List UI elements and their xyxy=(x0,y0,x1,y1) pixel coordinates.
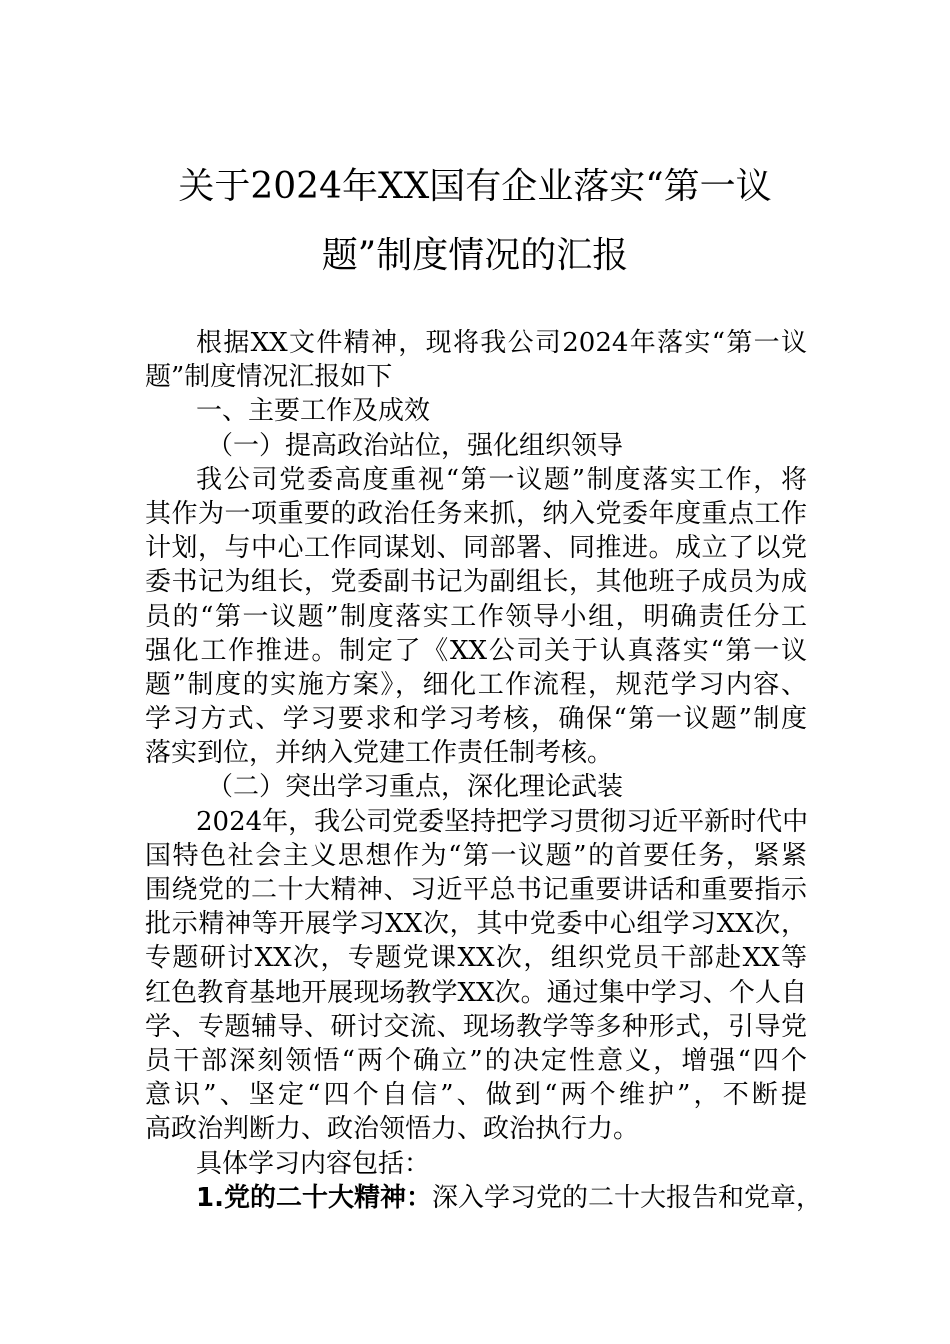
paragraph-line: 计划，与中心工作同谋划、同部署、同推进。成立了以党 xyxy=(145,533,807,564)
paragraph-line: 委书记为组长，党委副书记为副组长，其他班子成员为成 xyxy=(145,567,807,598)
paragraph-line: 落实到位，并纳入党建工作责任制考核。 xyxy=(145,738,614,769)
paragraph-line: 专题研讨XX次，专题党课XX次，组织党员干部赴XX等 xyxy=(145,943,807,974)
paragraph-line: 题”制度的实施方案》，细化工作流程，规范学习内容、 xyxy=(145,669,807,700)
paragraph-line: 红色教育基地开展现场教学XX次。通过集中学习、个人自 xyxy=(145,977,807,1008)
document-title-line-2: 题”制度情况的汇报 xyxy=(321,235,629,276)
list-item-text: 深入学习党的二十大报告和党章， xyxy=(431,1182,822,1213)
section-heading: 一、主要工作及成效 xyxy=(196,396,431,427)
paragraph-line: 根据XX文件精神，现将我公司2024年落实“第一议 xyxy=(196,328,807,358)
paragraph-line: 员的“第一议题”制度落实工作领导小组，明确责任分工 xyxy=(145,601,807,632)
paragraph-line: 我公司党委高度重视“第一议题”制度落实工作，将 xyxy=(196,464,807,495)
paragraph-line: 员干部深刻领悟“两个确立”的决定性意义，增强“四个 xyxy=(145,1045,807,1076)
paragraph-line: 其作为一项重要的政治任务来抓，纳入党委年度重点工作 xyxy=(145,498,807,529)
paragraph-line: 围绕党的二十大精神、习近平总书记重要讲话和重要指示 xyxy=(145,875,807,905)
paragraph-line: 学习方式、学习要求和学习考核，确保“第一议题”制度 xyxy=(145,704,807,735)
list-item-heading: 1.党的二十大精神： xyxy=(196,1182,432,1213)
paragraph-line: 具体学习内容包括： xyxy=(196,1148,431,1179)
paragraph-line: 2024年，我公司党委坚持把学习贯彻习近平新时代中 xyxy=(196,806,809,837)
paragraph-line: 批示精神等开展学习XX次，其中党委中心组学习XX次， xyxy=(145,909,807,940)
paragraph-line: 题”制度情况汇报如下 xyxy=(145,362,393,393)
paragraph-line: 国特色社会主义思想作为“第一议题”的首要任务，紧紧 xyxy=(145,840,807,871)
subsection-heading: （一）提高政治站位，强化组织领导 xyxy=(207,430,624,461)
document-body xyxy=(145,326,822,1215)
paragraph-line: 意识”、坚定“四个自信”、做到“两个维护”，不断提 xyxy=(145,1080,807,1111)
subsection-heading: （二）突出学习重点，深化理论武装 xyxy=(207,772,624,803)
paragraph-line: 学、专题辅导、研讨交流、现场教学等多种形式，引导党 xyxy=(145,1011,807,1042)
document-title-line-1: 关于2024年XX国有企业落实“第一议 xyxy=(178,166,772,207)
paragraph-line: 高政治判断力、政治领悟力、政治执行力。 xyxy=(145,1114,640,1145)
paragraph-line: 强化工作推进。制定了《XX公司关于认真落实“第一议 xyxy=(145,635,807,666)
list-item-line xyxy=(145,1181,822,1215)
